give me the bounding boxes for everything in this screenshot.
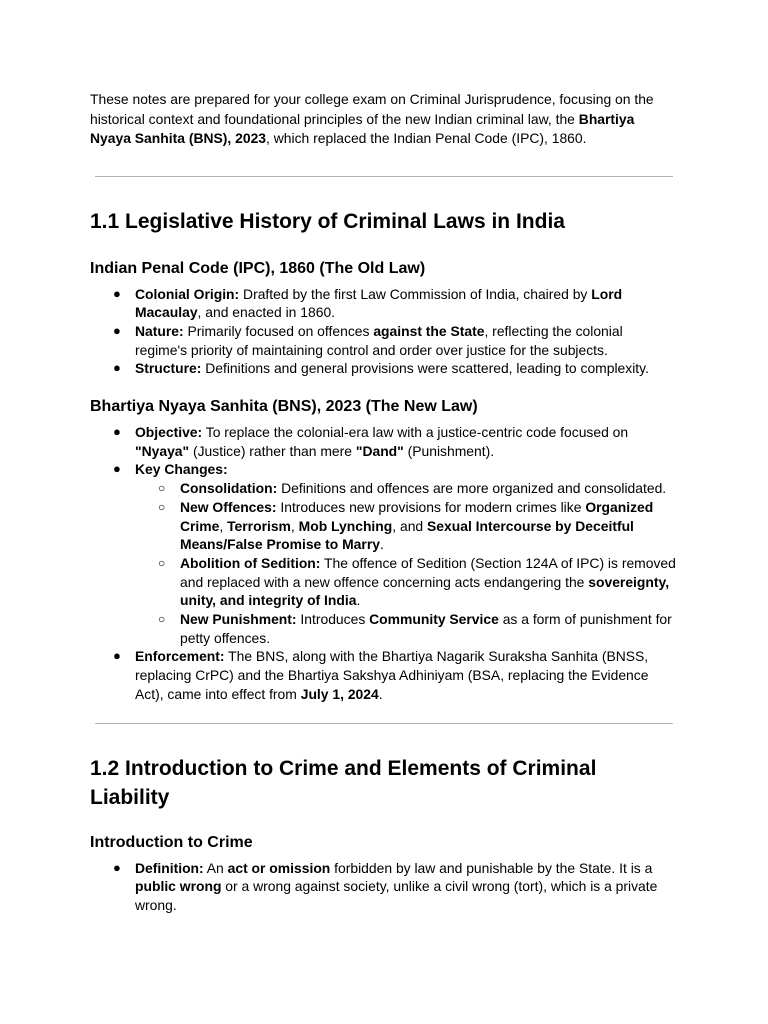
item-text: The BNS, along with the Bhartiya Nagarik Suraksha Sanhita (BNSS, replacing CrPC) and the Bhartiya Sakshya Adhiniyam (BSA, replacing the Evidence Act), came into effect from — [135, 648, 649, 702]
item-label: Abolition of Sedition: — [180, 554, 321, 571]
sublist-item — [135, 479, 678, 498]
ring-bullet-icon: ○ — [158, 612, 166, 627]
divider — [95, 723, 673, 724]
subheading-bns: Bhartiya Nyaya Sanhita (BNS), 2023 (The New Law) — [90, 398, 478, 416]
list-item — [90, 322, 678, 359]
divider — [95, 176, 673, 177]
item-bold: act or omission — [227, 859, 331, 876]
intro-paragraph — [90, 90, 678, 149]
item-text: (Punishment). — [403, 442, 495, 459]
item-text: or a wrong against society, unlike a civil wrong (tort), which is a private wrong. — [135, 878, 658, 913]
item-text: forbidden by law and punishable by the State. It is a — [330, 859, 653, 876]
ring-bullet-icon: ○ — [158, 481, 166, 496]
list-item — [90, 460, 678, 647]
ipc-bullet-list — [90, 285, 678, 379]
bullet-icon: ● — [113, 322, 121, 338]
item-bold: "Nyaya" — [135, 442, 190, 459]
intro-text-2: , which replaced the Indian Penal Code (IPC), 1860. — [266, 130, 587, 146]
list-item — [90, 647, 678, 703]
sublist-item — [135, 610, 678, 647]
item-text: . — [379, 536, 384, 553]
bullet-icon: ● — [113, 360, 121, 376]
item-text: To replace the colonial-era law with a justice-centric code focused on — [202, 424, 629, 441]
item-text: Introduces new provisions for modern crimes like — [276, 498, 586, 515]
item-bold: against the State — [373, 322, 485, 339]
item-text: Definitions and general provisions were scattered, leading to complexity. — [201, 360, 649, 377]
list-item — [90, 859, 678, 915]
item-label: Structure: — [135, 360, 202, 377]
item-bold: Mob Lynching — [298, 517, 393, 534]
document-page — [90, 90, 678, 915]
item-bold: July 1, 2024 — [300, 685, 379, 702]
item-label: New Punishment: — [180, 611, 297, 628]
item-label: Consolidation: — [180, 480, 278, 497]
item-label: New Offences: — [180, 498, 277, 515]
list-item — [90, 285, 678, 322]
item-text: as a form of punishment for petty offences. — [180, 611, 672, 646]
item-text: , and enacted in 1860. — [197, 304, 336, 321]
list-item — [90, 359, 678, 378]
subheading-ipc: Indian Penal Code (IPC), 1860 (The Old Law) — [90, 259, 426, 277]
item-bold: Sexual Intercourse by Deceitful Means/False Promise to Marry — [180, 517, 634, 553]
section-title-crime-introduction: 1.2 Introduction to Crime and Elements of Criminal Liability — [90, 756, 597, 809]
item-bold: sovereignty, unity, and integrity of India — [180, 573, 670, 609]
item-text: . — [378, 685, 383, 702]
bullet-icon: ● — [113, 424, 121, 440]
item-text: The offence of Sedition (Section 124A of IPC) is removed and replaced with a new offence concerning acts endangering the — [180, 554, 676, 590]
item-label: Enforcement: — [135, 648, 225, 665]
item-text: (Justice) rather than mere — [189, 442, 356, 459]
intro-text-1: These notes are prepared for your college exam on Criminal Jurisprudence, focusing on the historical context and foundational principles of the new Indian criminal law, the — [90, 91, 654, 127]
item-text: , — [290, 517, 299, 534]
ring-bullet-icon: ○ — [158, 499, 166, 514]
item-label: Objective: — [135, 424, 203, 441]
item-bold: Terrorism — [227, 517, 291, 534]
item-text: Introduces — [296, 611, 370, 628]
item-text: Drafted by the first Law Commission of India, chaired by — [239, 285, 592, 302]
item-text: Primarily focused on offences — [183, 322, 374, 339]
bns-bullet-list — [90, 423, 678, 704]
list-item — [90, 423, 678, 460]
bullet-icon: ● — [113, 461, 121, 477]
item-text: , and — [392, 517, 428, 534]
item-bold: public wrong — [135, 878, 222, 895]
subheading-introduction-to-crime: Introduction to Crime — [90, 833, 253, 851]
item-bold: Lord Macaulay — [135, 285, 623, 321]
item-bold: "Dand" — [355, 442, 404, 459]
item-bold: Community Service — [369, 611, 499, 628]
bullet-icon: ● — [113, 285, 121, 301]
item-label: Nature: — [135, 322, 184, 339]
item-text: Definitions and offences are more organized and consolidated. — [277, 480, 667, 497]
item-label: Key Changes: — [135, 461, 228, 478]
item-label: Definition: — [135, 859, 204, 876]
bullet-icon: ● — [113, 648, 121, 664]
item-text: , — [219, 517, 228, 534]
item-text: . — [356, 592, 361, 609]
item-bold: Organized Crime — [180, 498, 654, 534]
ring-bullet-icon: ○ — [158, 555, 166, 570]
key-changes-sublist — [135, 479, 678, 647]
sublist-item — [135, 498, 678, 554]
sublist-item — [135, 554, 678, 610]
crime-bullet-list — [90, 859, 678, 915]
bullet-icon: ● — [113, 859, 121, 875]
section-title-legislative-history: 1.1 Legislative History of Criminal Laws in India — [90, 209, 565, 233]
intro-bold-bns: Bhartiya Nyaya Sanhita (BNS), 2023 — [90, 110, 635, 146]
item-text: , reflecting the colonial regime's priority of maintaining control and order over justice for the subjects. — [135, 322, 623, 358]
item-label: Colonial Origin: — [135, 285, 240, 302]
item-text: An — [203, 859, 228, 876]
